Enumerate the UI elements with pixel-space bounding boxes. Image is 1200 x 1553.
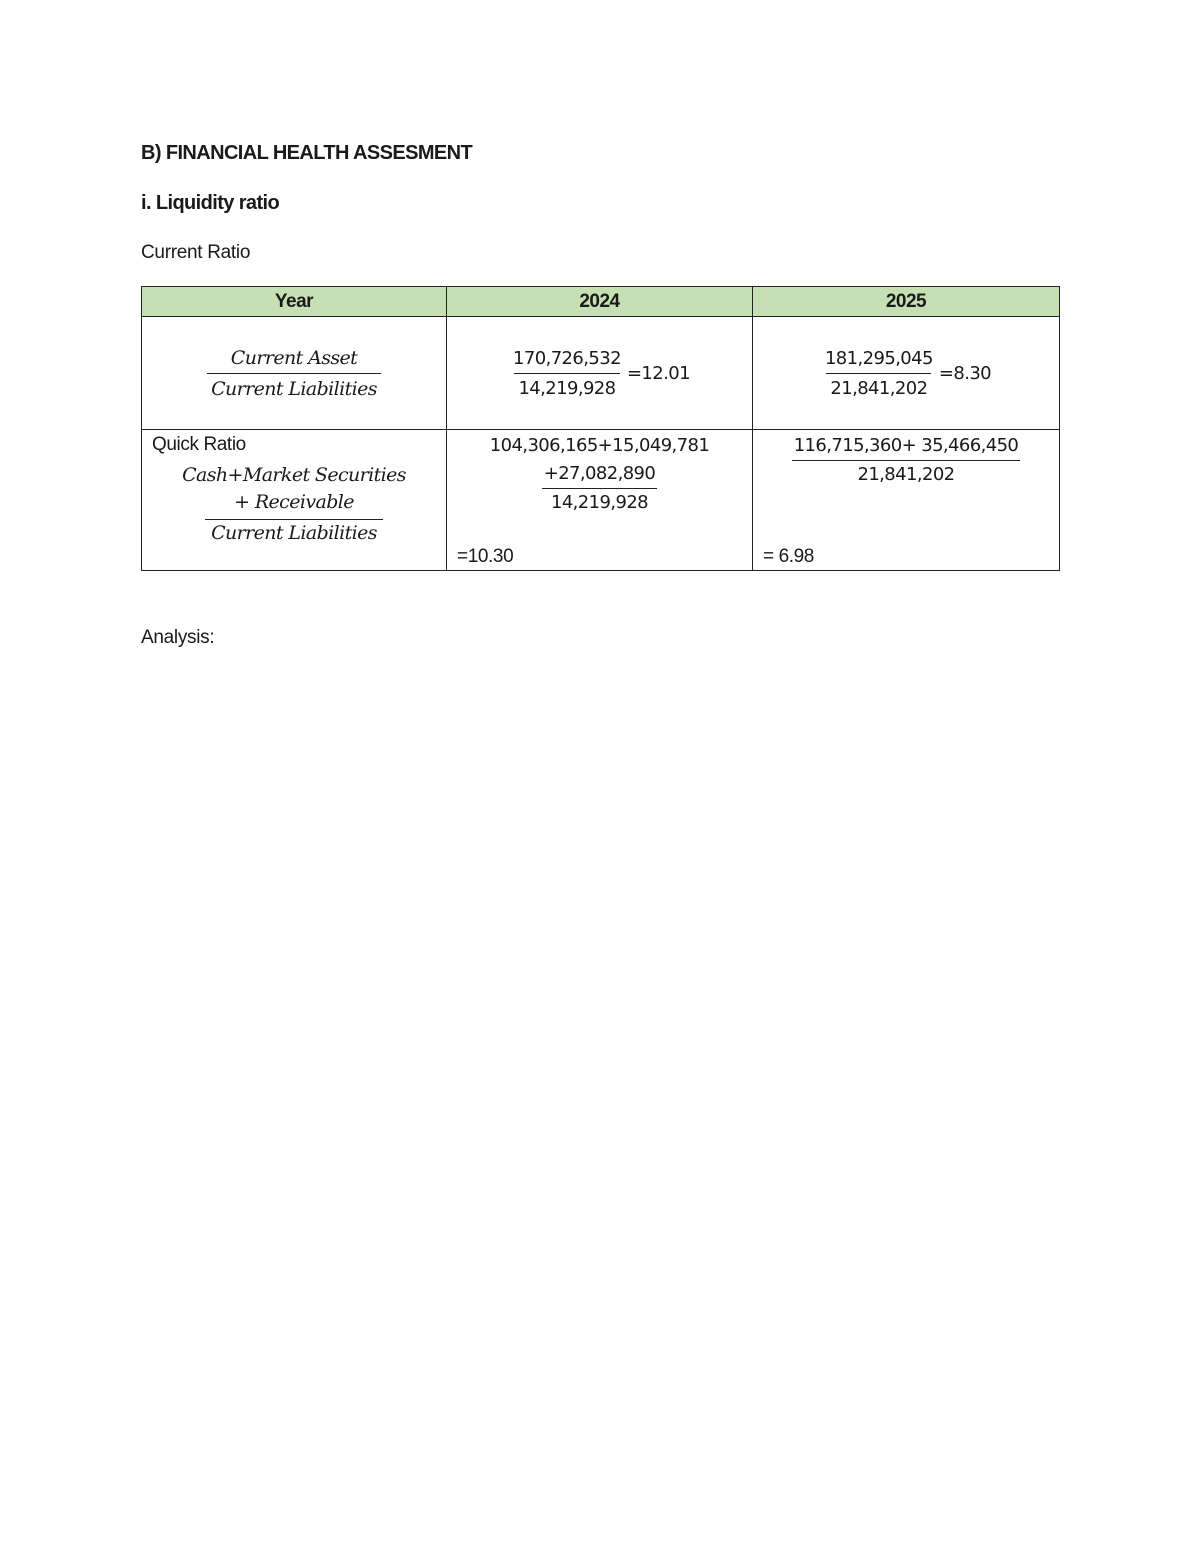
liquidity-ratio-table	[141, 286, 1060, 571]
quick-ratio-2024-result: =10.30	[457, 546, 514, 567]
quick-ratio-2024-fraction	[447, 432, 752, 517]
header-2025: 2025	[753, 287, 1060, 317]
quick-formula-line2: + Receivable	[234, 491, 354, 513]
quick-ratio-2024-cell	[447, 430, 753, 571]
quick-formula-denominator: Current Liabilities	[211, 522, 377, 544]
quick-ratio-2025-fraction	[753, 432, 1059, 489]
current-ratio-2025-result: =8.30	[938, 362, 992, 384]
quick-ratio-formula	[142, 462, 446, 547]
quick-ratio-label: Quick Ratio	[152, 434, 246, 455]
subsection-title: i. Liquidity ratio	[141, 192, 280, 214]
table-row-current-ratio	[142, 317, 1060, 430]
current-ratio-2025-cell	[753, 317, 1060, 430]
current-ratio-2024-cell	[447, 317, 753, 430]
denominator-2024: 14,219,928	[514, 373, 619, 399]
table-row-quick-ratio	[142, 430, 1060, 571]
metric-title: Current Ratio	[141, 242, 251, 263]
analysis-label: Analysis:	[141, 627, 215, 648]
denominator-2025: 21,841,202	[826, 373, 931, 399]
numerator-2024: 170,726,532	[513, 347, 621, 369]
header-2024: 2024	[447, 287, 753, 317]
current-ratio-2024-result: =12.01	[626, 362, 690, 384]
quick-ratio-formula-cell	[142, 430, 447, 571]
quick-2025-denominator: 21,841,202	[857, 464, 955, 485]
formula-denominator: Current Liabilities	[207, 373, 381, 400]
current-ratio-2024-fraction	[509, 348, 625, 399]
quick-formula-line1: Cash+Market Securities	[182, 464, 406, 486]
quick-ratio-2025-result: = 6.98	[763, 546, 814, 567]
quick-2024-line1: 104,306,165+15,049,781	[489, 435, 710, 456]
quick-2024-denominator: 14,219,928	[550, 492, 649, 513]
current-ratio-2025-fraction	[821, 348, 937, 399]
formula-numerator: Current Asset	[230, 346, 358, 369]
section-title: B) FINANCIAL HEALTH ASSESMENT	[141, 142, 473, 164]
current-ratio-formula	[207, 347, 381, 400]
quick-2025-line1: 116,715,360+ 35,466,450	[792, 432, 1021, 461]
numerator-2025: 181,295,045	[824, 347, 933, 369]
quick-2024-line2: +27,082,890	[542, 460, 658, 489]
current-ratio-formula-cell	[142, 317, 447, 430]
table-header-row	[142, 287, 1060, 317]
header-year: Year	[142, 287, 447, 317]
quick-ratio-2025-cell	[753, 430, 1060, 571]
